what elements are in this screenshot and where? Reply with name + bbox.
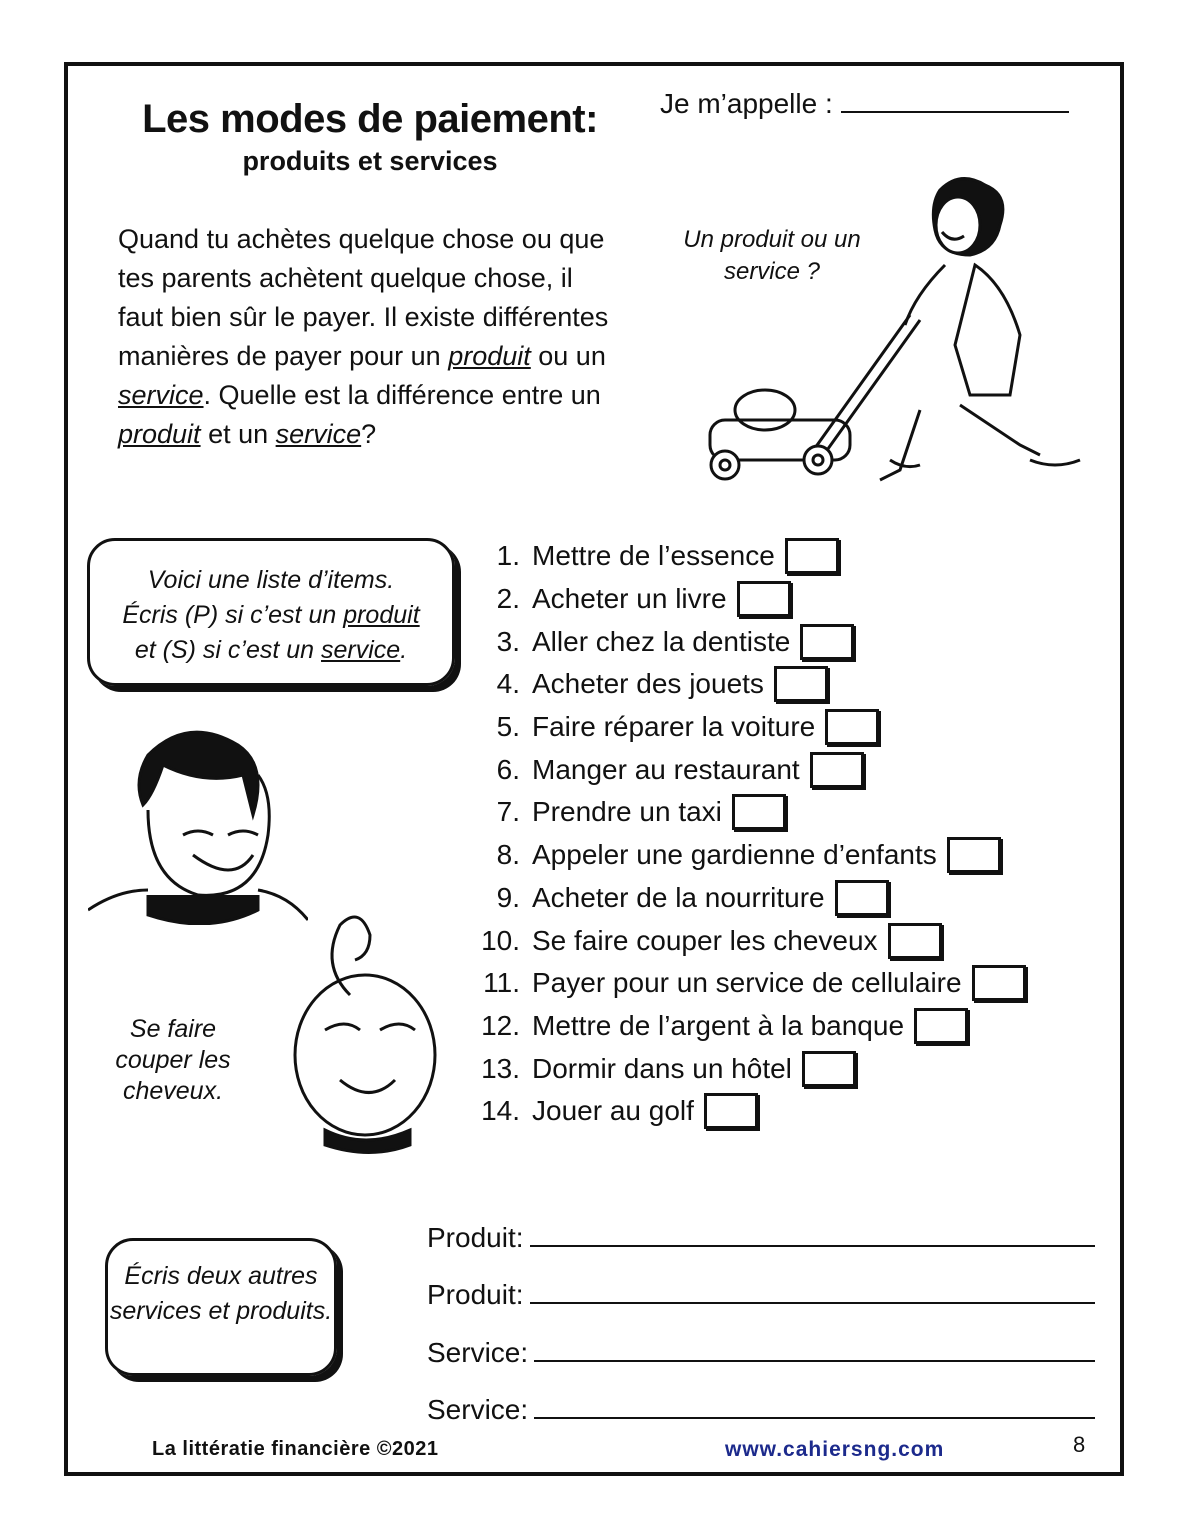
instructions-bubble (87, 538, 455, 686)
answer-line-label: Service: (427, 1394, 529, 1425)
answer-box[interactable] (825, 709, 879, 745)
item-text: Appeler une gardienne d’enfants (532, 839, 937, 871)
list-item (470, 706, 1026, 749)
footer-copyright: La littératie financière ©2021 (152, 1438, 439, 1460)
answer-blank[interactable] (534, 1360, 1095, 1362)
answer-box[interactable] (737, 581, 791, 617)
page-subtitle: produits et services (242, 146, 498, 176)
answer-blank[interactable] (534, 1417, 1095, 1419)
list-item (470, 962, 1026, 1005)
item-text: Se faire couper les cheveux (532, 924, 878, 956)
instructions-line: et (S) si c’est un service. (134, 636, 408, 664)
item-text: Acheter des jouets (532, 668, 764, 700)
answer-line-label: Produit: (427, 1279, 524, 1310)
list-item (470, 620, 1026, 663)
illustration-caption: Un produit ou un service ? (683, 226, 861, 285)
intro-text: Quand tu achètes quelque chose ou que tes parents achètent quelque chose, il faut bien sûr le payer. Il existe différentes manières de payer pour un (118, 224, 609, 371)
item-text: Acheter de la nourriture (532, 881, 825, 913)
item-number: 9. (496, 881, 520, 913)
underlined-term: produit (448, 341, 531, 371)
item-list (470, 535, 1026, 1133)
answer-line-label: Produit: (427, 1221, 524, 1253)
answer-line[interactable] (427, 1196, 1095, 1254)
item-number: 14. (481, 1095, 520, 1127)
list-item (470, 791, 1026, 834)
answer-box[interactable] (732, 794, 786, 830)
bald-boy-face-illustration (270, 905, 450, 1165)
item-number: 13. (481, 1052, 520, 1084)
list-item (470, 1005, 1026, 1048)
underlined-term: service (275, 419, 362, 449)
answer-box[interactable] (800, 624, 854, 660)
answer-box[interactable] (810, 752, 864, 788)
answer-line[interactable] (427, 1311, 1095, 1369)
name-label: Je m’appelle : (660, 88, 833, 119)
list-item (470, 1047, 1026, 1090)
item-number: 12. (481, 1009, 520, 1041)
answer-box[interactable] (774, 666, 828, 702)
item-number: 3. (496, 625, 520, 657)
item-number: 10. (481, 924, 520, 956)
item-text: Aller chez la dentiste (532, 625, 791, 657)
answer-line[interactable] (427, 1254, 1095, 1312)
instructions-line: Écris (P) si c’est un produit (122, 601, 420, 629)
list-item (470, 748, 1026, 791)
answer-box[interactable] (947, 837, 1001, 873)
item-text: Jouer au golf (532, 1095, 694, 1127)
list-item (470, 834, 1026, 877)
answer-box[interactable] (785, 538, 839, 574)
intro-text: . Quelle est la différence entre un (203, 380, 601, 410)
item-text: Mettre de l’argent à la banque (532, 1009, 905, 1041)
answer-line[interactable] (427, 1369, 1095, 1427)
answer-box[interactable] (704, 1093, 758, 1129)
item-number: 7. (496, 796, 520, 828)
item-number: 1. (496, 540, 520, 572)
intro-text: ou un (530, 341, 606, 371)
item-text: Payer pour un service de cellulaire (532, 967, 962, 999)
item-text: Mettre de l’essence (532, 540, 775, 572)
answer-box[interactable] (888, 923, 942, 959)
answer-line-label: Service: (427, 1336, 529, 1368)
item-text: Faire réparer la voiture (532, 711, 816, 743)
item-text: Acheter un livre (532, 583, 727, 615)
answer-blank[interactable] (530, 1302, 1096, 1304)
intro-text: et un (200, 419, 276, 449)
underlined-term: produit (118, 419, 201, 449)
girl-mowing-lawn-illustration (690, 170, 1090, 500)
page-number: 8 (1073, 1432, 1086, 1457)
answer-lines (427, 1196, 1095, 1426)
instructions-line: Voici une liste d’items. (147, 566, 395, 594)
item-text: Manger au restaurant (532, 753, 800, 785)
item-number: 5. (496, 711, 520, 743)
item-text: Prendre un taxi (532, 796, 722, 828)
answer-box[interactable] (835, 880, 889, 916)
list-item (470, 919, 1026, 962)
item-number: 2. (496, 583, 520, 615)
page-title: Les modes de paiement: (142, 97, 598, 141)
name-blank[interactable] (841, 111, 1069, 113)
answer-blank[interactable] (530, 1245, 1096, 1247)
underlined-term: service (118, 380, 204, 410)
write-prompt-bubble: Écris deux autres services et produits. (105, 1238, 337, 1376)
name-field[interactable] (660, 88, 1069, 120)
item-number: 11. (483, 967, 520, 999)
list-item (470, 578, 1026, 621)
list-item (470, 1090, 1026, 1133)
intro-paragraph (118, 220, 618, 454)
boy-face-illustration (88, 715, 308, 925)
haircut-caption: Se faire couper les cheveux. (115, 1015, 231, 1105)
answer-box[interactable] (914, 1008, 968, 1044)
list-item (470, 877, 1026, 920)
intro-text: ? (361, 419, 377, 449)
answer-box[interactable] (972, 965, 1026, 1001)
item-number: 6. (496, 753, 520, 785)
list-item (470, 663, 1026, 706)
footer-url-link[interactable]: www.cahiersng.com (725, 1438, 945, 1461)
item-number: 4. (496, 668, 520, 700)
item-number: 8. (496, 839, 520, 871)
item-text: Dormir dans un hôtel (532, 1052, 792, 1084)
list-item (470, 535, 1026, 578)
answer-box[interactable] (802, 1051, 856, 1087)
